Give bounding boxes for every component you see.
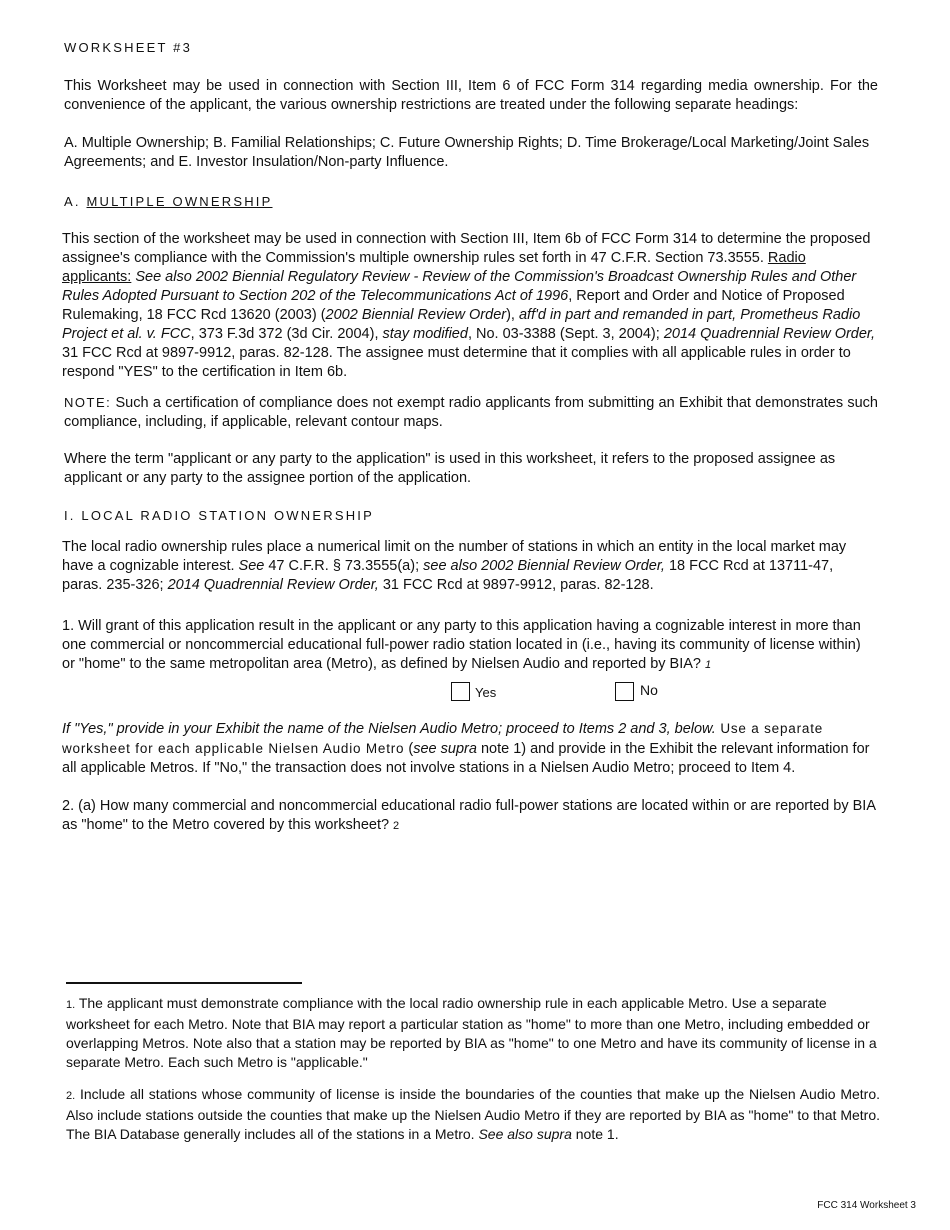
footnote-number: 1. [66, 999, 76, 1011]
footnote-ref: 2 [393, 820, 400, 832]
instruction-spaced: Use a separate worksheet for each applicable Nielsen Audio Metro [62, 721, 824, 756]
instruction-italic: see supra [413, 741, 477, 757]
footnote-1-text: The applicant must demonstrate compliance with the local radio ownership rule in each applicable Metro. Use a separate worksheet for each Metro. Note that BIA may report a particular station as "home" to more than one Metro, including embedded or overlapping Metros. Note also that a station may be reported by BIA as "home" to one Metro and have its community of license in a separate Metro. Each such Metro is "applicable." [66, 995, 877, 1070]
yes-label: Yes [475, 685, 497, 700]
footnote-2 [66, 1085, 880, 1144]
worksheet-title: WORKSHEET #3 [64, 40, 193, 55]
footnote-2-text: Include all stations whose community of license is inside the boundaries of the counties that make up the Nielsen Audio Metro. Also include stations outside the counties that make up the Nielsen Audio Metro if they are reported by BIA as "home" to that Metro. The BIA Database generally includes all of the stations in a Metro. [66, 1086, 880, 1142]
section-a-title: MULTIPLE OWNERSHIP [86, 194, 273, 209]
footnote-number: 2. [66, 1090, 76, 1102]
headings-list: A. Multiple Ownership; B. Familial Relationships; C. Future Ownership Rights; D. Time Brokerage/Local Marketing/Joint Sales Agreements; and E. Investor Insulation/Non-party Influence. [64, 135, 870, 170]
footnote-1 [66, 994, 880, 1072]
no-label: No [640, 682, 658, 698]
instruction-italic: If "Yes," provide in your Exhibit the name of the Nielsen Audio Metro; proceed to Items 2 and 3, below. [62, 721, 716, 737]
citation-italic: 2002 Biennial Review Order [325, 307, 507, 323]
citation-italic: 2014 Quadrennial Review Order, [663, 326, 875, 342]
text-run: , Report and Order and Notice of Proposed Rulemaking, 18 FCC Rcd 13620 (2003) ( [62, 288, 845, 323]
text-run: note 1. [571, 1126, 619, 1142]
page-footer: FCC 314 Worksheet 3 [817, 1200, 916, 1211]
text-run: note 1) and provide in the Exhibit the relevant information for all applicable Metros. If "No," the transaction does not involve stations in a Nielsen Audio Metro; proceed to Item 4. [62, 741, 870, 776]
citation-italic: 2014 Quadrennial Review Order, [167, 577, 379, 593]
section-a-prefix: A. [64, 194, 81, 209]
footnote-ref: 1 [704, 659, 712, 671]
text-run: 18 FCC Rcd at 13711-47, paras. 235-326; [62, 558, 834, 593]
citation-italic: aff'd in part and remanded in part, Prometheus Radio Project et al. v. FCC [62, 307, 861, 342]
text-run: The local radio ownership rules place a numerical limit on the number of stations in which an entity in the local market may have a cognizable interest. [62, 539, 847, 574]
note-label: NOTE: [64, 395, 112, 410]
text-run: ( [404, 741, 414, 757]
section-a-heading [64, 192, 878, 211]
citation-italic: See [238, 558, 265, 574]
section-i-heading: I. LOCAL RADIO STATION OWNERSHIP [64, 508, 374, 523]
citation-italic: See also supra [474, 1126, 572, 1142]
question-1-text: 1. Will grant of this application result in the applicant or any party to this application having a cognizable interest in more than one commercial or noncommercial educational full-power radio station located in (i.e., having its community of license within) or "home" to the same metropolitan area (Metro), as defined by Nielsen Audio and reported by BIA? [62, 618, 861, 672]
term-definition-paragraph: Where the term "applicant or any party to the application" is used in this worksheet, it refers to the proposed assignee as applicant or any party to the assignee portion of the application. [64, 451, 836, 486]
footnote-divider [66, 982, 302, 984]
text-run: 31 FCC Rcd at 9897-9912, paras. 82-128. [378, 577, 654, 593]
text-run: ), [506, 307, 519, 323]
text-run: 31 FCC Rcd at 9897-9912, paras. 82-128. The assignee must determine that it complies with all applicable rules in order to respond "YES" to the certification in Item 6b. [62, 345, 851, 380]
citation-italic: See also 2002 Biennial Regulatory Review - Review of the Commission's Broadcast Ownership Rules and Other Rules Adopted Pursuant to Section 202 of the Telecommunications Act of 1996 [62, 269, 857, 304]
radio-applicants-label: Radio applicants: [62, 250, 806, 285]
text-run: , 373 F.3d 372 (3d Cir. 2004), [190, 326, 383, 342]
question-2a [62, 797, 876, 836]
question-1-instructions [62, 719, 876, 778]
text-run: 47 C.F.R. § 73.3555(a); [264, 558, 424, 574]
text-run: This section of the worksheet may be used in connection with Section III, Item 6b of FCC Form 314 to determine the proposed assignee's compliance with the Commission's multiple ownership rules set forth in 47 C.F.R. Section 73.3555. [62, 231, 871, 266]
text-run: , No. 03-3388 (Sept. 3, 2004); [467, 326, 664, 342]
yes-checkbox[interactable] [451, 682, 470, 701]
section-i-paragraph [62, 538, 876, 595]
section-a-paragraph [62, 230, 876, 382]
citation-italic: see also 2002 Biennial Review Order, [423, 558, 665, 574]
citation-italic: stay modified [382, 326, 468, 342]
no-checkbox[interactable] [615, 682, 634, 701]
question-1 [62, 617, 876, 675]
intro-paragraph: This Worksheet may be used in connection with Section III, Item 6 of FCC Form 314 regarding media ownership. For the convenience of the applicant, the various ownership restrictions are treated under the following separate headings: [64, 78, 878, 113]
note-paragraph [64, 393, 878, 432]
question-2a-text: 2. (a) How many commercial and noncommercial educational radio full-power stations are located within or are reported by BIA as "home" to the Metro covered by this worksheet? [62, 798, 876, 833]
note-text: Such a certification of compliance does not exempt radio applicants from submitting an Exhibit that demonstrates such compliance, including, if applicable, relevant contour maps. [64, 395, 878, 430]
